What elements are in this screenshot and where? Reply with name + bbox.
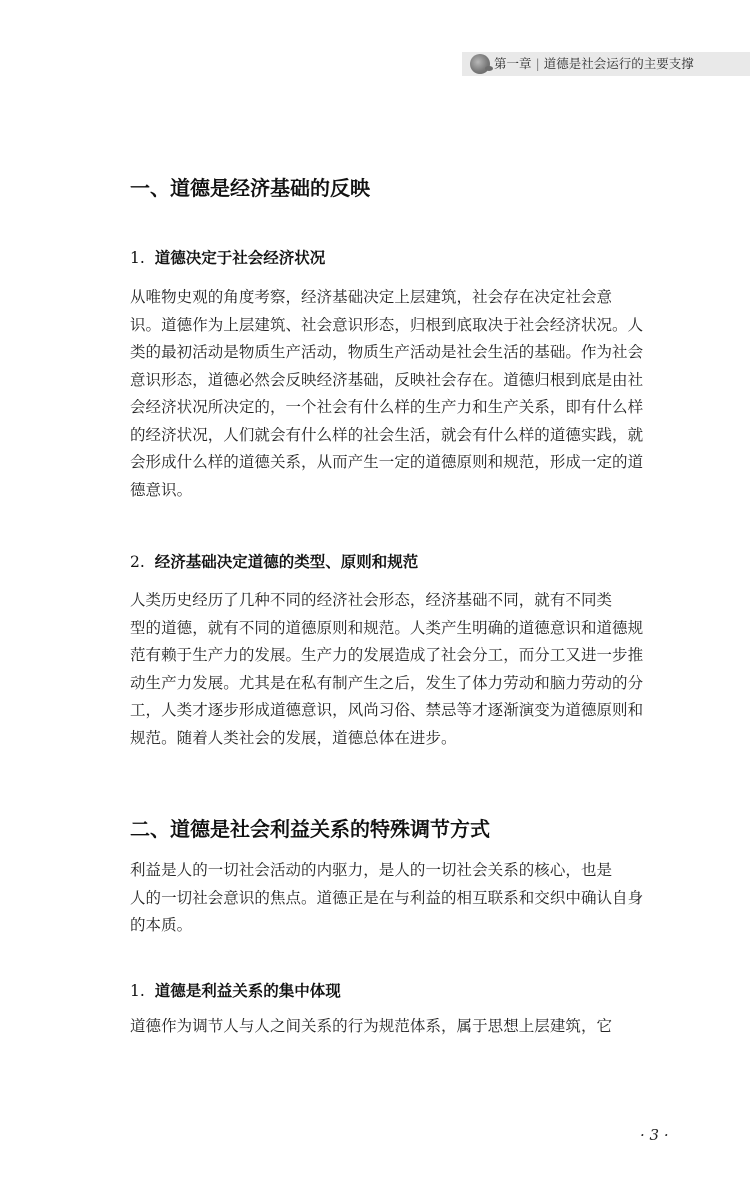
text-line: 的经济状况，人们就会有什么样的社会生活，就会有什么样的道德实践，就 bbox=[130, 425, 644, 444]
text-line: 利益是人的一切社会活动的内驱力，是人的一切社会关系的核心，也是 bbox=[130, 861, 613, 879]
text-line: 道德作为调节人与人之间关系的行为规范体系，属于思想上层建筑，它 bbox=[130, 1017, 613, 1035]
paragraph-2-intro bbox=[130, 857, 644, 940]
subsection-text: 道德是利益关系的集中体现 bbox=[154, 981, 341, 1000]
text-line: 人的一切社会意识的焦点。道德正是在与利益的相互联系和交织中确认自身 bbox=[130, 888, 644, 907]
text-line: 的本质。 bbox=[130, 916, 193, 934]
chapter-title: 道德是社会运行的主要支撑 bbox=[543, 56, 694, 71]
text-line: 人类历史经历了几种不同的经济社会形态，经济基础不同，就有不同类 bbox=[130, 591, 613, 609]
paragraph-1-2 bbox=[130, 587, 644, 752]
paragraph-1-1 bbox=[130, 284, 644, 504]
subsection-title-1-1 bbox=[130, 246, 325, 270]
subsection-text: 道德决定于社会经济状况 bbox=[154, 248, 326, 267]
section-title-2: 二、道德是社会利益关系的特殊调节方式 bbox=[130, 817, 490, 841]
text-line: 从唯物史观的角度考察，经济基础决定上层建筑，社会存在决定社会意 bbox=[130, 288, 613, 306]
subsection-number: 1. bbox=[130, 982, 145, 1000]
page-number: · 3 · bbox=[640, 1126, 669, 1144]
text-line: 意识形态，道德必然会反映经济基础，反映社会存在。道德归根到底是由社 bbox=[130, 370, 644, 389]
subsection-text: 经济基础决定道德的类型、原则和规范 bbox=[154, 552, 419, 571]
subsection-title-1-2 bbox=[130, 550, 418, 574]
running-head-separator: | bbox=[535, 56, 540, 71]
subsection-number: 1. bbox=[130, 249, 145, 267]
text-line: 识。道德作为上层建筑、社会意识形态，归根到底取决于社会经济状况。人 bbox=[130, 315, 644, 334]
text-line: 动生产力发展。尤其是在私有制产生之后，发生了体力劳动和脑力劳动的分 bbox=[130, 673, 644, 692]
subsection-title-2-1 bbox=[130, 979, 341, 1003]
text-line: 工，人类才逐步形成道德意识，风尚习俗、禁忌等才逐渐演变为道德原则和 bbox=[130, 701, 644, 719]
chapter-emblem-icon bbox=[470, 54, 490, 74]
text-line: 类的最初活动是物质生产活动，物质生产活动是社会生活的基础。作为社会 bbox=[130, 343, 644, 361]
running-head-text bbox=[494, 55, 694, 73]
text-line: 规范。随着人类社会的发展，道德总体在进步。 bbox=[130, 728, 457, 747]
text-line: 范有赖于生产力的发展。生产力的发展造成了社会分工，而分工又进一步推 bbox=[130, 646, 644, 664]
text-line: 德意识。 bbox=[130, 480, 193, 499]
running-head bbox=[462, 52, 750, 76]
text-line: 会形成什么样的道德关系，从而产生一定的道德原则和规范，形成一定的道 bbox=[130, 453, 644, 471]
section-title-1: 一、道德是经济基础的反映 bbox=[130, 176, 370, 200]
paragraph-2-1 bbox=[130, 1013, 613, 1041]
text-line: 型的道德，就有不同的道德原则和规范。人类产生明确的道德意识和道德规 bbox=[130, 618, 644, 637]
text-line: 会经济状况所决定的，一个社会有什么样的生产力和生产关系，即有什么样 bbox=[130, 398, 644, 416]
chapter-label: 第一章 bbox=[494, 56, 532, 71]
subsection-number: 2. bbox=[130, 553, 145, 571]
